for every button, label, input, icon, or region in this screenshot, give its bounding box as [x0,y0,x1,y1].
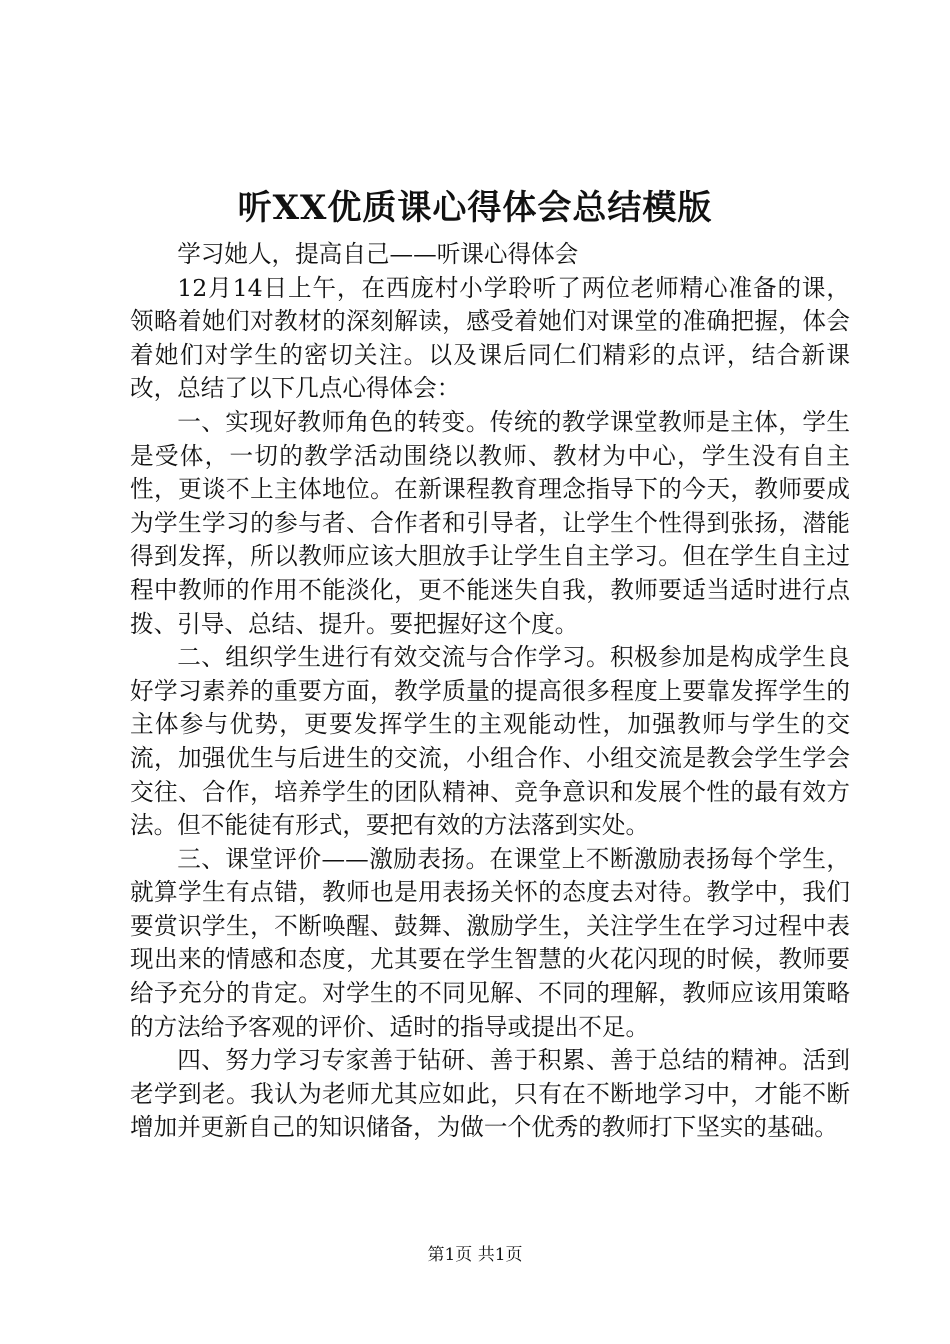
paragraph-subtitle: 学习她人，提高自己——听课心得体会 [177,240,579,268]
document-title: 听XX优质课心得体会总结模版 [237,188,713,228]
paragraph-point-1: 一、实现好教师角色的转变。传统的教学课堂教师是主体，学生是受体，一切的教学活动围绕以教师、教材为中心，学生没有自主性，更谈不上主体地位。在新课程教育理念指导下的今天，教师要成为学生学习的参与者、合作者和引导者，让学生个性得到张扬，潜能得到发挥，所以教师应该大胆放手让学生自主学习。但在学生自主过程中教师的作用不能淡化，更不能迷失自我，教师要适当适时进行点拨、引导、总结、提升。要把握好这个度。 [130,407,850,638]
paragraph-intro: 12月14日上午，在西庞村小学聆听了两位老师精心准备的课，领略着她们对教材的深刻解读，感受着她们对课堂的准确把握，体会着她们对学生的密切关注。以及课后同仁们精彩的点评，结合新课改，总结了以下几点心得体会： [130,273,850,403]
document-body [130,238,850,1145]
paragraph-point-3: 三、课堂评价——激励表扬。在课堂上不断激励表扬每个学生，就算学生有点错，教师也是用表扬关怀的态度去对待。教学中，我们要赏识学生，不断唤醒、鼓舞、激励学生，关注学生在学习过程中表现出来的情感和态度，尤其要在学生智慧的火花闪现的时候，教师要给予充分的肯定。对学生的不同见解、不同的理解，教师应该用策略的方法给予客观的评价、适时的指导或提出不足。 [130,844,850,1041]
paragraph-point-4: 四、努力学习专家善于钻研、善于积累、善于总结的精神。活到老学到老。我认为老师尤其应如此，只有在不断地学习中，才能不断增加并更新自己的知识储备，为做一个优秀的教师打下坚实的基础。 [130,1046,850,1142]
paragraph-point-2: 二、组织学生进行有效交流与合作学习。积极参加是构成学生良好学习素养的重要方面，教学质量的提高很多程度上要靠发挥学生的主体参与优势，更要发挥学生的主观能动性，加强教师与学生的交流，加强优生与后进生的交流，小组合作、小组交流是教会学生学会交往、合作，培养学生的团队精神、竞争意识和发展个性的最有效方法。但不能徒有形式，要把有效的方法落到实处。 [130,643,850,840]
page-footer: 第1页 共1页 [427,1245,523,1265]
